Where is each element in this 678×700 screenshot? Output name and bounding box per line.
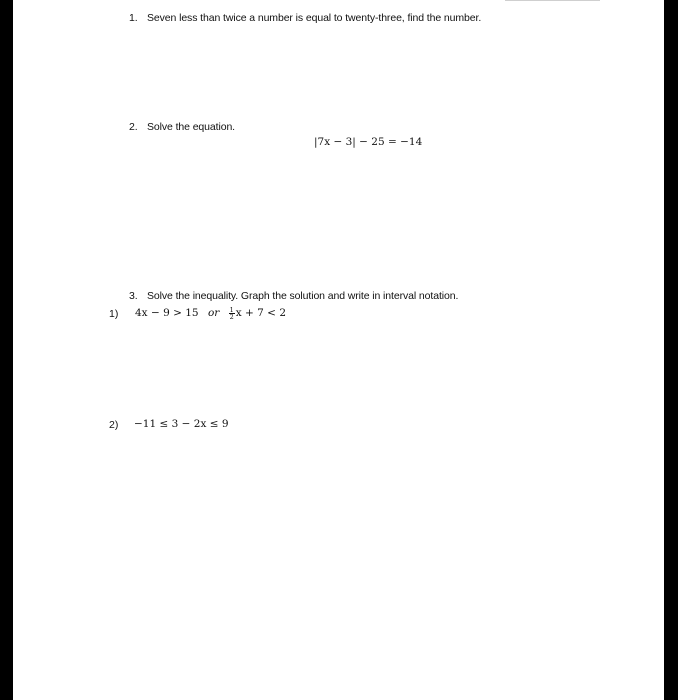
question-3-number: 3.	[129, 290, 138, 302]
question-2-equation: |7x − 3| − 25 = −14	[314, 136, 423, 148]
question-1-number: 1.	[129, 12, 138, 24]
page-top-divider	[505, 0, 600, 1]
question-2	[129, 121, 235, 133]
part-1-fraction-denominator: 2	[229, 312, 234, 321]
part-1-expression	[135, 305, 286, 321]
part-1-label: 1)	[109, 308, 119, 320]
question-1-text: Seven less than twice a number is equal to twenty-three, find the number.	[147, 12, 482, 24]
part-2-label: 2)	[109, 419, 119, 431]
question-2-number: 2.	[129, 121, 138, 133]
part-1-right-inequality: x + 7 < 2	[235, 307, 286, 319]
question-3	[129, 290, 458, 302]
question-3-text: Solve the inequality. Graph the solution and write in interval notation.	[147, 290, 459, 302]
part-1-left-inequality: 4x − 9 > 15	[135, 307, 199, 319]
part-2-expression: −11 ≤ 3 − 2x ≤ 9	[134, 418, 229, 430]
question-1	[129, 12, 481, 24]
worksheet-page	[13, 0, 664, 700]
part-1-fraction	[229, 307, 235, 320]
part-1-fraction-numerator: 1	[229, 305, 234, 314]
part-1-connector: or	[207, 307, 220, 319]
question-2-text: Solve the equation.	[147, 121, 236, 133]
